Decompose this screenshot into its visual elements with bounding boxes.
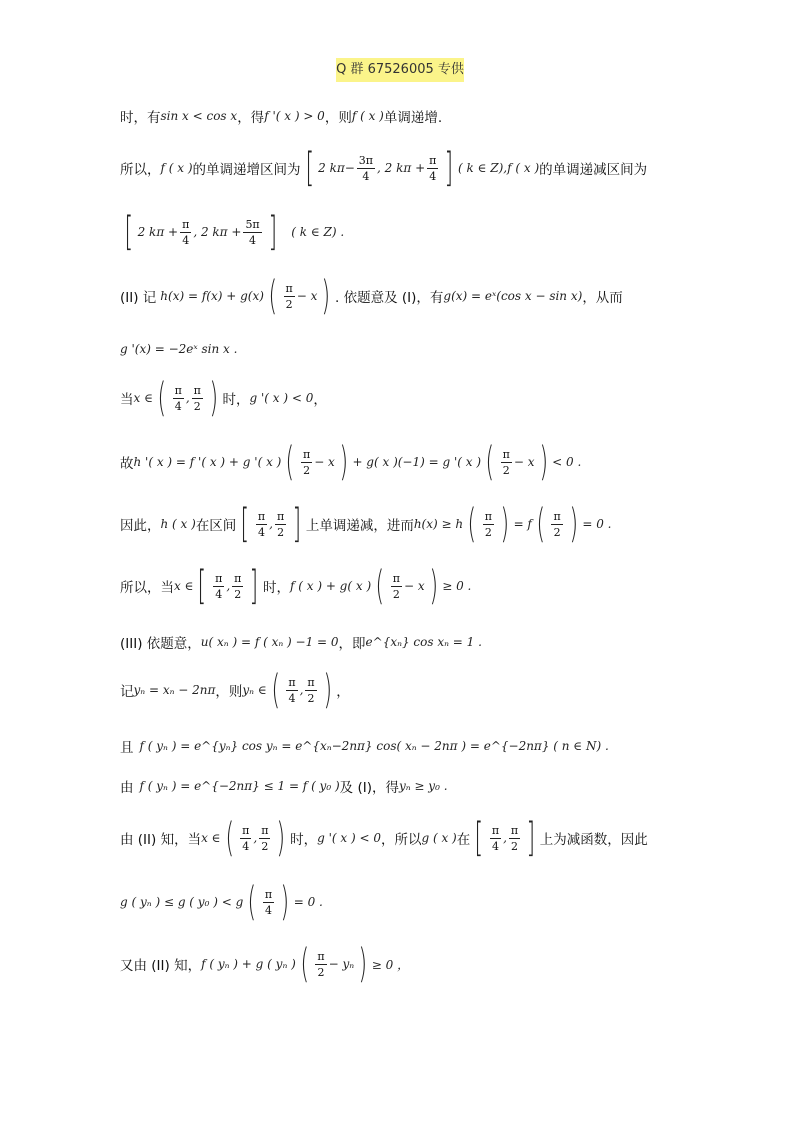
fraction: π 4	[257, 509, 266, 539]
fraction: π 2	[392, 571, 400, 601]
fraction: π 4	[215, 571, 223, 601]
text-line-3: [ 2 kπ + $\frac{\pi}{4}$ , 2 kπ + $\frac{5\pi}{4}$ ] ( k ∈ Z) .	[124, 209, 345, 255]
text-line-6: 当 x ∈ ( π 4 , π 2 ) 时， g '( x ) < 0 ，	[120, 375, 327, 421]
fraction: $\frac{\pi}{4}$	[182, 217, 190, 247]
text-line-7: 故 h '( x ) = f '( x ) + g '( x ) ( π 2 − x ) + g( x )(−1) = g '( x ) ( π 2 − x ) < 0 .	[120, 439, 582, 485]
fraction: π 2	[317, 949, 325, 979]
fraction: π 2	[234, 571, 242, 601]
text-line-1: 时，有 sin x < cos x ，得 f '( x ) > 0 ，则 f ( x ) 单调递增.	[120, 109, 443, 126]
text-line-12: 且 f ( yₙ ) = e^{yₙ} cos yₙ = e^{xₙ−2nπ} cos( xₙ − 2nπ ) = e^{−2nπ} ( n ∈ N) .	[120, 739, 609, 756]
fraction: π 4	[174, 383, 182, 413]
text-line-14: 由 (II) 知，当 x ∈ ( π 4 , π 2 ) 时， g '( x ) < 0 ，所以 g ( x ) 在 [ π 4 , π 2 ] 上为减函数，因此	[120, 815, 648, 861]
text-line-2: 所以， f ( x ) 的单调递增区间为 [ 2 kπ− $\frac{3\pi}{4}$ , 2 kπ + $\frac{\pi}{4}$ ] ( k ∈ Z), f ( x ) 的单调递减区间为	[120, 145, 648, 191]
text-line-5: g '(x) = −2eˣ sin x .	[120, 342, 238, 356]
text-line-13: 由 f ( yₙ ) = e^{−2nπ} ≤ 1 = f ( y₀ ) 及 (I)，得 yₙ ≥ y₀ .	[120, 779, 448, 796]
fraction: π 4	[288, 675, 296, 705]
text-line-16: 又由 (II) 知， f ( yₙ ) + g ( yₙ ) ( π 2 − yₙ ) ≥ 0 ，	[120, 941, 410, 987]
fraction: $\frac{5\pi}{4}$	[245, 217, 260, 247]
fraction: π 4	[491, 823, 500, 853]
fraction: π 2	[261, 823, 269, 853]
text-line-8: 因此， h ( x ) 在区间 [ π 4 , π 2 ] 上单调递减，进而 h(x) ≥ h ( π 2 ) = f ( π 2 ) = 0 .	[120, 501, 612, 547]
fraction: π 2	[510, 823, 519, 853]
fraction: π 4	[242, 823, 250, 853]
fraction: π 2	[502, 447, 510, 477]
fraction: π 2	[302, 447, 311, 477]
fraction: π 2	[484, 509, 492, 539]
fraction: π 2	[276, 509, 285, 539]
fraction: π 4	[264, 887, 273, 917]
fraction: $\frac{\pi}{4}$	[429, 153, 437, 183]
text-line-10: (III) 依题意， u( xₙ ) = f ( xₙ ) −1 = 0 ，即 e^{xₙ} cos xₙ = 1 .	[120, 635, 482, 652]
text-line-11: 记 yₙ = xₙ − 2nπ ，则 yₙ ∈ ( π 4 , π 2 ) ，	[120, 667, 350, 713]
fraction: $\frac{3\pi}{4}$	[358, 153, 374, 183]
text-line-15: g ( yₙ ) ≤ g ( y₀ ) < g ( π 4 ) = 0 .	[120, 879, 323, 925]
text-line-4: (II) 记 h(x) = f(x) + g(x) ( π 2 − x ) . 依题意及 (I)，有 g(x) = eˣ(cos x − sin x) ，从而	[120, 273, 623, 319]
watermark-header: Q 群 67526005 专供	[336, 58, 464, 82]
fraction: π 2	[285, 281, 293, 311]
fraction: π 2	[307, 675, 315, 705]
text-line-9: 所以，当 x ∈ [ π 4 , π 2 ] 时， f ( x ) + g( x ) ( π 2 − x ) ≥ 0 .	[120, 563, 472, 609]
fraction: π 2	[553, 509, 561, 539]
fraction: π 2	[193, 383, 201, 413]
